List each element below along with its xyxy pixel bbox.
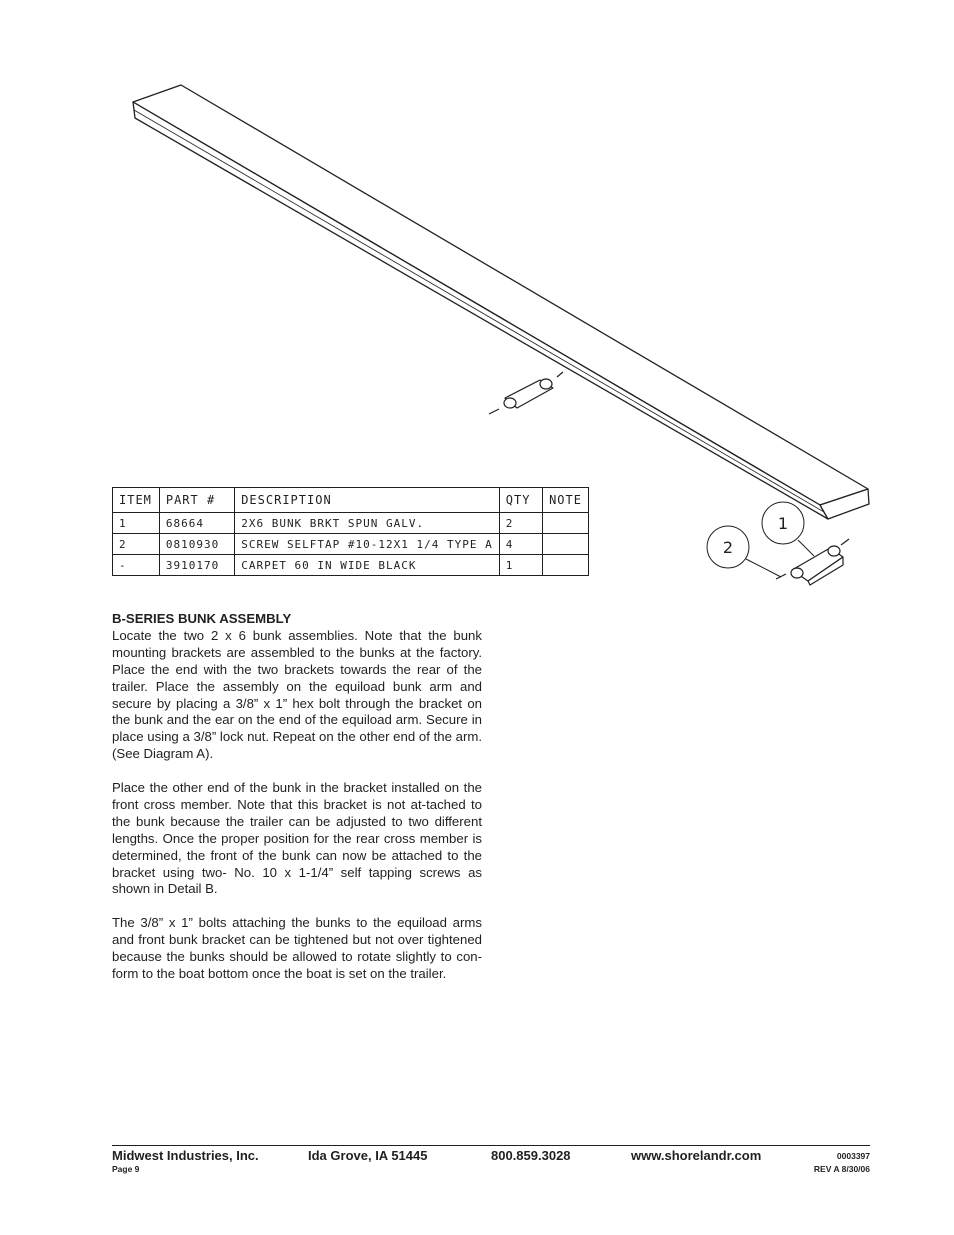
table-header-row [113, 488, 589, 513]
section-title: B-SERIES BUNK ASSEMBLY [112, 611, 292, 626]
cell-note [543, 513, 589, 534]
cell-item: - [113, 555, 160, 576]
mounting-bracket-detail [776, 539, 849, 585]
cell-part: 0810930 [159, 534, 234, 555]
table-row [113, 513, 589, 534]
footer-company: Midwest Industries, Inc. [112, 1148, 259, 1163]
callout-2-label: 2 [722, 538, 734, 557]
paragraph-2: Place the other end of the bunk in the bracket installed on the front cross member. Note that this bracket is not at-tached to the bunk because the trailer can be adjusted to two different lengths. Once the proper position for the rear cross member is determined, the front of the bunk can now be attached to the bracket using two- No. 10 x 1-1/4” self tapping screws as shown in Detail B. [112, 780, 482, 897]
table-row [113, 555, 589, 576]
footer-revision: REV A 8/30/06 [813, 1164, 870, 1174]
cell-qty: 4 [499, 534, 542, 555]
footer-doc-number: 0003397 [836, 1151, 870, 1161]
paragraph-1: Locate the two 2 x 6 bunk assemblies. Note that the bunk mounting brackets are assembled to the bunks at the factory. Place the end with the two brackets towards the rear of the trailer. Place the assembly on the equiload bunk arm and secure by placing a 3/8” x 1” hex bolt through the bracket on the bunk and the ear on the end of the equiload arm. Secure in place using a 3/8” lock nut. Repeat on the other end of the arm. (See Diagram A). [112, 627, 482, 762]
cell-note [543, 534, 589, 555]
footer-divider [112, 1145, 870, 1146]
cell-qty: 2 [499, 513, 542, 534]
header-qty: QTY [499, 488, 542, 513]
cell-item: 2 [113, 534, 160, 555]
parts-table [112, 487, 589, 576]
assembly-instructions [112, 611, 482, 1000]
callout-1 [762, 502, 814, 556]
cell-part: 3910170 [159, 555, 234, 576]
cell-item: 1 [113, 513, 160, 534]
cell-note [543, 555, 589, 576]
table-row [113, 534, 589, 555]
header-note: NOTE [543, 488, 589, 513]
paragraph-3: The 3/8” x 1” bolts attaching the bunks to the equiload arms and front bunk bracket can be tightened but not over tightened because the bunks should be allowed to rotate slightly to con-form to the boat bottom once the boat is set on the trailer. [112, 915, 482, 981]
mounting-bracket-front [489, 372, 563, 414]
cell-description: SCREW SELFTAP #10-12X1 1/4 TYPE A [235, 534, 500, 555]
bunk-board [133, 85, 869, 519]
header-part: PART # [159, 488, 234, 513]
cell-description: 2X6 BUNK BRKT SPUN GALV. [235, 513, 500, 534]
cell-qty: 1 [499, 555, 542, 576]
footer-phone: 800.859.3028 [491, 1148, 571, 1163]
cell-description: CARPET 60 IN WIDE BLACK [235, 555, 500, 576]
header-item: ITEM [113, 488, 160, 513]
header-description: DESCRIPTION [235, 488, 500, 513]
footer-page-number: Page 9 [112, 1164, 140, 1174]
cell-part: 68664 [159, 513, 234, 534]
callout-1-label: 1 [777, 514, 789, 533]
footer-website: www.shorelandr.com [631, 1148, 762, 1163]
footer-city: Ida Grove, IA 51445 [308, 1148, 428, 1163]
